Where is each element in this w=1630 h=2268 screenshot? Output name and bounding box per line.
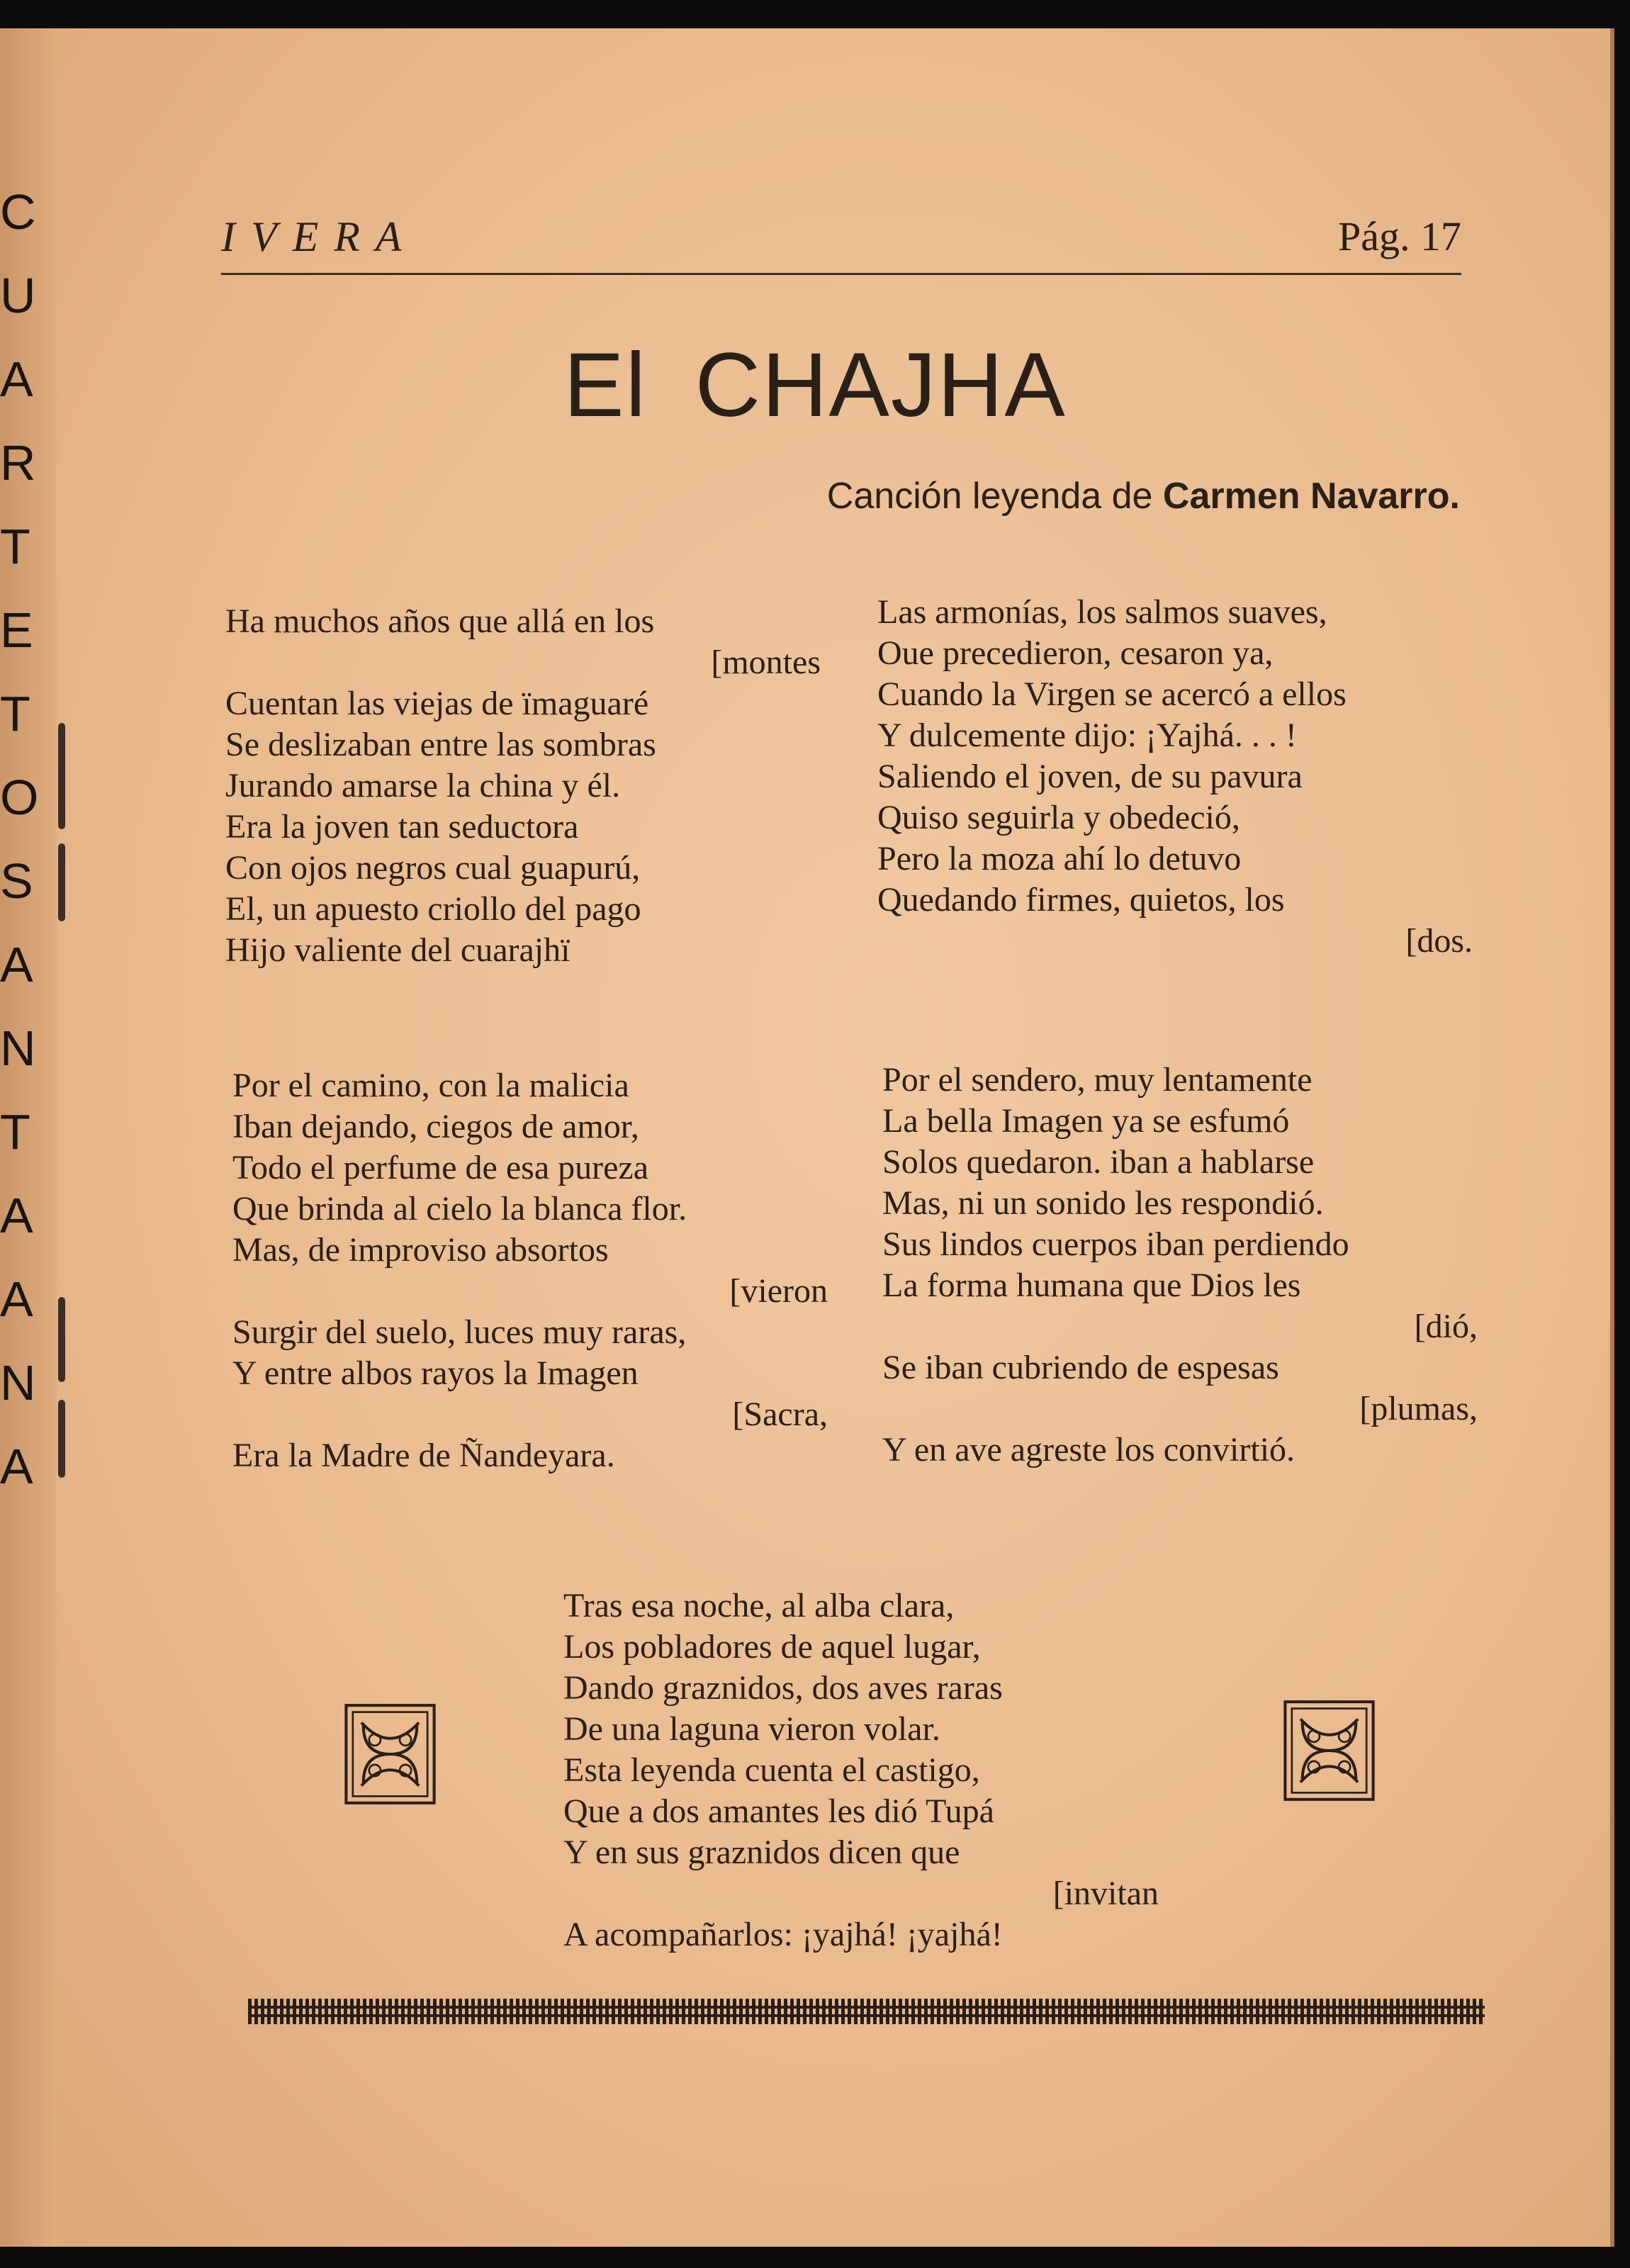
verse-line: [dos. (1405, 922, 1473, 960)
poem-subtitle (827, 475, 1460, 517)
spine-letter: R (0, 435, 36, 490)
verse-line: Solos quedaron. iban a hablarse (882, 1143, 1315, 1181)
stanza-5 (563, 1585, 1159, 1955)
spine-letter: O (0, 770, 39, 825)
stanza-4 (882, 1060, 1478, 1471)
verse-line: [vieron (729, 1272, 828, 1310)
staple-mark (58, 1297, 65, 1382)
verse-line: Saliendo el joven, de su pavura (877, 758, 1303, 795)
verse-line: De una laguna vieron volar. (563, 1710, 940, 1748)
spine-letter: T (0, 1104, 30, 1160)
spine-letter: S (0, 853, 33, 909)
verse-line: El, un apuesto criollo del pago (225, 890, 641, 928)
verse-line: A acompañarlos: ¡yajhá! ¡yajhá! (563, 1916, 1003, 1953)
verse-line: Y en ave agreste los convirtió. (882, 1431, 1295, 1469)
spine-letter: C (0, 184, 36, 240)
verse-line: [plumas, (1359, 1390, 1478, 1427)
verse-line: Jurando amarse la china y él. (225, 767, 621, 804)
verse-line: Quedando firmes, quietos, los (877, 881, 1285, 919)
verse-line: [invitan (1052, 1875, 1159, 1912)
verse-line: [dió, (1414, 1308, 1478, 1345)
verse-line: Todo el perfume de esa pureza (232, 1149, 649, 1186)
verse-line: Iban dejando, ciegos de amor, (232, 1108, 639, 1145)
staple-mark (58, 723, 65, 829)
stanza-3 (232, 1065, 828, 1476)
spine-letter: T (0, 686, 30, 741)
verse-line: Por el camino, con la malicia (232, 1067, 629, 1104)
staple-mark (58, 843, 65, 921)
verse-line: Sus lindos cuerpos iban perdiendo (882, 1225, 1349, 1263)
spine-letter: A (0, 1271, 33, 1327)
spine-letter: A (0, 352, 33, 407)
verse-line: [montes (711, 644, 821, 681)
verse-line: Cuando la Virgen se acercó a ellos (877, 675, 1347, 713)
verse-line: Hijo valiente del cuarajhï (225, 931, 570, 969)
verse-line: Que brinda al cielo la blanca flor. (232, 1190, 687, 1228)
spine-letter: A (0, 1439, 33, 1494)
verse-line: Quiso seguirla y obedeció, (877, 799, 1240, 836)
magazine-name: IVERA (221, 213, 417, 260)
knot-ornament-icon (342, 1701, 438, 1807)
stanza-2 (877, 592, 1473, 962)
verse-line: Por el sendero, muy lentamente (882, 1061, 1313, 1099)
spine-letter: U (0, 268, 36, 323)
verse-line: Mas, ni un sonido les respondió. (882, 1184, 1324, 1222)
knot-ornament-icon (1281, 1697, 1377, 1804)
author-name: Carmen Navarro. (1162, 476, 1460, 517)
spine-letter: E (0, 602, 33, 658)
spine-letter: N (0, 1021, 36, 1076)
verse-line: Esta leyenda cuenta el castigo, (563, 1751, 980, 1789)
spine-letter: A (0, 1188, 33, 1243)
verse-line: [Sacra, (732, 1396, 828, 1433)
verse-line: Con ojos negros cual guapurú, (225, 849, 641, 887)
verse-line: Las armonías, los salmos suaves, (877, 593, 1327, 631)
poem-title: El CHAJHA (563, 335, 1067, 436)
spine-letter: N (0, 1355, 36, 1410)
verse-line: Dando graznidos, dos aves raras (563, 1669, 1003, 1707)
staple-mark (58, 1400, 65, 1478)
running-header (221, 209, 1461, 275)
verse-line: Pero la moza ahí lo detuvo (877, 840, 1242, 877)
spine-letter: T (0, 519, 30, 574)
verse-line: Cuentan las viejas de ïmaguaré (225, 685, 649, 722)
page-number: Pág. 17 (1338, 213, 1461, 259)
verse-line: Los pobladores de aquel lugar, (563, 1628, 981, 1666)
verse-line: Era la Madre de Ñandeyara. (232, 1437, 615, 1474)
subtitle-prefix: Canción leyenda de (826, 476, 1153, 517)
stanza-1 (225, 601, 821, 971)
verse-line: Era la joven tan seductora (225, 808, 579, 846)
spine-letter: A (0, 937, 33, 992)
verse-line: La bella Imagen ya se esfumó (882, 1102, 1290, 1140)
verse-line: Y en sus graznidos dicen que (563, 1834, 960, 1871)
verse-line: Tras esa noche, al alba clara, (563, 1587, 955, 1624)
decorative-rule (248, 1999, 1485, 2024)
verse-line: Se deslizaban entre las sombras (225, 726, 656, 763)
verse-line: La forma humana que Dios les (882, 1267, 1301, 1304)
verse-line: Ha muchos años que allá en los (225, 602, 655, 640)
verse-line: Que a dos amantes les dió Tupá (563, 1792, 994, 1830)
verse-line: Y entre albos rayos la Imagen (232, 1354, 639, 1392)
verse-line: Mas, de improviso absortos (232, 1231, 609, 1269)
verse-line: Oue precedieron, cesaron ya, (877, 634, 1274, 672)
verse-line: Se iban cubriendo de espesas (882, 1349, 1279, 1386)
verse-line: Y dulcemente dijo: ¡Yajhá. . . ! (877, 717, 1297, 754)
verse-line: Surgir del suelo, luces muy raras, (232, 1313, 687, 1351)
